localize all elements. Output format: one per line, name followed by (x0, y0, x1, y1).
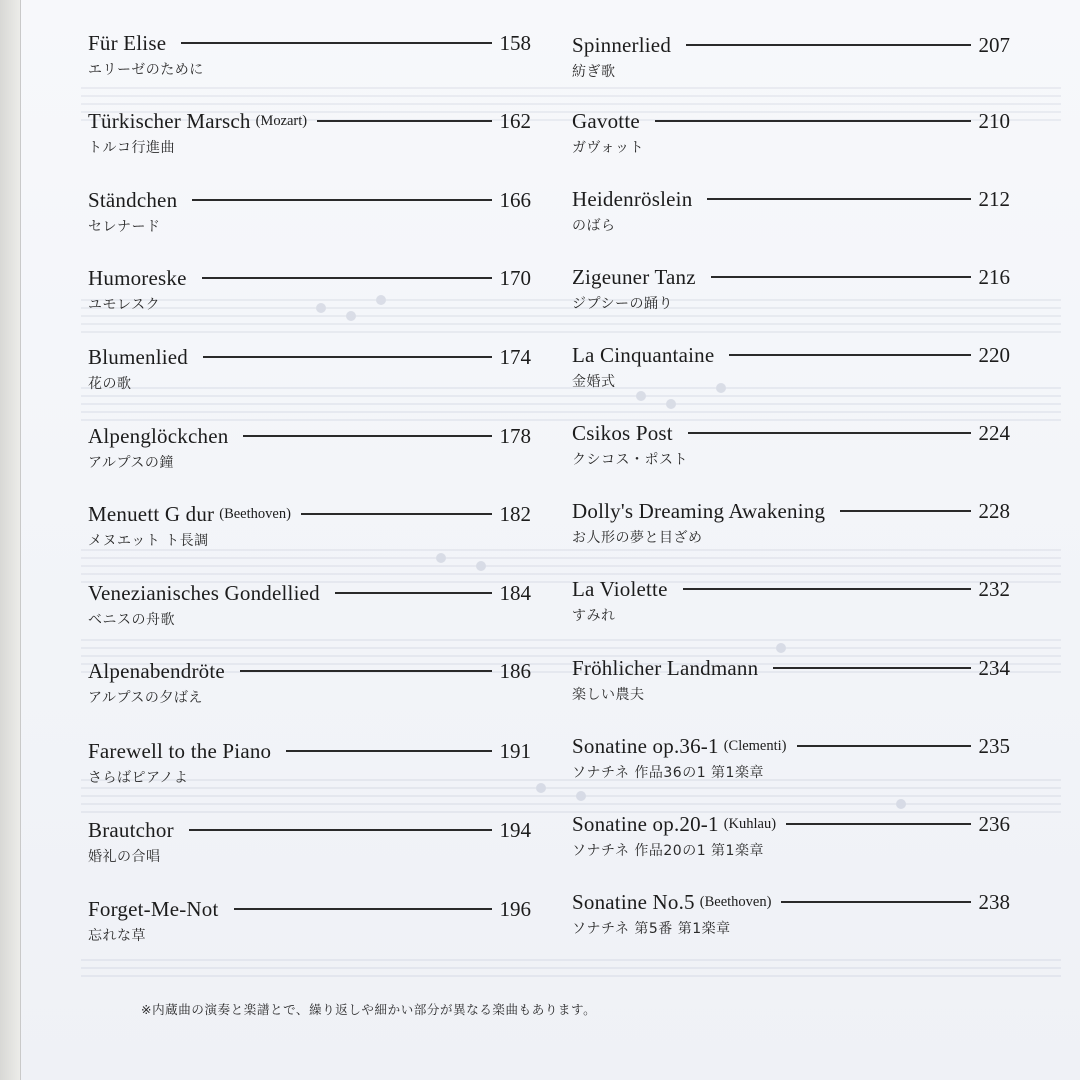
song-title: Venezianisches Gondellied (88, 580, 320, 605)
page-number: 210 (978, 108, 1010, 133)
leader-line (729, 354, 970, 356)
leader-line (797, 745, 971, 747)
song-title: Forget-Me-Not (88, 896, 219, 921)
leader-line (688, 432, 971, 434)
song-title: Spinnerlied (572, 32, 672, 57)
toc-entry (88, 815, 531, 875)
japanese-title: すみれ (572, 608, 616, 624)
leader-line (781, 901, 970, 903)
toc-entry (88, 421, 531, 481)
leader-line (317, 120, 491, 122)
toc-entry (572, 496, 1010, 556)
page-number: 182 (499, 501, 531, 526)
song-title: Blumenlied (88, 344, 188, 369)
song-title: Alpenabendröte (88, 658, 225, 683)
contents-page (20, 0, 1080, 1080)
leader-line (203, 356, 492, 358)
page-number: 194 (499, 817, 531, 842)
leader-line (683, 588, 971, 590)
song-title: Gavotte (572, 108, 640, 133)
composer: (Clementi) (723, 737, 787, 754)
song-title: Heidenröslein (572, 186, 693, 211)
leader-line (686, 44, 970, 46)
composer: (Mozart) (255, 112, 308, 129)
page-number: 232 (978, 576, 1010, 601)
toc-entry (572, 887, 1010, 947)
toc-entry (88, 106, 531, 166)
leader-line (335, 592, 492, 594)
toc-entry (88, 263, 531, 323)
toc-entry (88, 185, 531, 245)
page-number: 191 (499, 738, 531, 763)
song-title: Fröhlicher Landmann (572, 655, 759, 680)
page-number: 178 (499, 423, 531, 448)
japanese-title: 忘れな草 (88, 928, 146, 944)
song-title: La Violette (572, 576, 668, 601)
song-title: Türkischer Marsch (88, 108, 251, 133)
song-title: Sonatine No.5 (572, 889, 695, 914)
japanese-title: 金婚式 (572, 374, 616, 390)
page-number: 166 (499, 187, 531, 212)
japanese-title: 紡ぎ歌 (572, 64, 616, 80)
japanese-title: エリーゼのために (88, 62, 204, 78)
song-title: Humoreske (88, 265, 187, 290)
song-title: Sonatine op.20-1 (572, 811, 719, 836)
leader-line (240, 670, 492, 672)
toc-entry (572, 106, 1010, 166)
leader-line (301, 513, 492, 515)
song-title: Sonatine op.36-1 (572, 733, 719, 758)
page-number: 174 (499, 344, 531, 369)
toc-entry (88, 578, 531, 638)
toc-entry (572, 418, 1010, 478)
japanese-title: ソナチネ 作品36の1 第1楽章 (572, 765, 764, 781)
japanese-title: 楽しい農夫 (572, 687, 645, 703)
song-title: Für Elise (88, 30, 167, 55)
japanese-title: 婚礼の合唱 (88, 849, 161, 865)
toc-entry (572, 731, 1010, 791)
toc-entry (572, 30, 1010, 90)
toc-entry (572, 184, 1010, 244)
song-title: Zigeuner Tanz (572, 264, 696, 289)
japanese-title: トルコ行進曲 (88, 140, 175, 156)
toc-entry (572, 653, 1010, 713)
page-number: 238 (978, 889, 1010, 914)
toc-entry (88, 28, 531, 88)
leader-line (181, 42, 491, 44)
song-title: Menuett G dur (88, 501, 215, 526)
leader-line (202, 277, 492, 279)
japanese-title: お人形の夢と目ざめ (572, 530, 703, 546)
song-title: Brautchor (88, 817, 174, 842)
leader-line (711, 276, 971, 278)
song-title: Farewell to the Piano (88, 738, 272, 763)
page-number: 196 (499, 896, 531, 921)
footnote: ※内蔵曲の演奏と楽譜とで、繰り返しや細かい部分が異なる楽曲もあります。 (141, 1002, 597, 1017)
toc-entry (88, 656, 531, 716)
toc-entry (88, 736, 531, 796)
page-number: 170 (499, 265, 531, 290)
song-title: Csikos Post (572, 420, 673, 445)
page-number: 220 (978, 342, 1010, 367)
leader-line (189, 829, 492, 831)
toc-entry (572, 809, 1010, 869)
toc-entry (572, 262, 1010, 322)
page-edge (0, 0, 20, 1080)
leader-line (234, 908, 492, 910)
song-title: La Cinquantaine (572, 342, 715, 367)
japanese-title: セレナード (88, 219, 161, 235)
japanese-title: のばら (572, 218, 616, 234)
toc-entry (572, 574, 1010, 634)
japanese-title: クシコス・ポスト (572, 452, 688, 468)
japanese-title: ユモレスク (88, 297, 161, 313)
page-number: 228 (978, 498, 1010, 523)
japanese-title: さらばピアノよ (88, 770, 189, 786)
leader-line (786, 823, 970, 825)
page-number: 235 (978, 733, 1010, 758)
japanese-title: ソナチネ 作品20の1 第1楽章 (572, 843, 764, 859)
song-title: Ständchen (88, 187, 178, 212)
leader-line (773, 667, 970, 669)
leader-line (707, 198, 970, 200)
toc-entry (88, 342, 531, 402)
page-number: 212 (978, 186, 1010, 211)
leader-line (655, 120, 971, 122)
song-title: Dolly's Dreaming Awakening (572, 498, 826, 523)
page-number: 184 (499, 580, 531, 605)
page-number: 236 (978, 811, 1010, 836)
page-number: 224 (978, 420, 1010, 445)
japanese-title: 花の歌 (88, 376, 132, 392)
composer: (Kuhlau) (723, 815, 777, 832)
page-number: 162 (499, 108, 531, 133)
japanese-title: メヌエット ト長調 (88, 533, 209, 549)
page-number: 207 (978, 32, 1010, 57)
japanese-title: ジプシーの踊り (572, 296, 673, 312)
page-number: 216 (978, 264, 1010, 289)
japanese-title: ソナチネ 第5番 第1楽章 (572, 921, 731, 937)
toc-entry (88, 894, 531, 954)
page-number: 234 (978, 655, 1010, 680)
japanese-title: ベニスの舟歌 (88, 612, 175, 628)
leader-line (192, 199, 491, 201)
leader-line (840, 510, 970, 512)
toc-entry (88, 499, 531, 559)
japanese-title: ガヴォット (572, 140, 644, 156)
page-number: 186 (499, 658, 531, 683)
leader-line (286, 750, 491, 752)
toc-entry (572, 340, 1010, 400)
song-title: Alpenglöckchen (88, 423, 229, 448)
leader-line (243, 435, 491, 437)
page-number: 158 (499, 30, 531, 55)
composer: (Beethoven) (699, 893, 772, 910)
japanese-title: アルプスの夕ばえ (88, 690, 203, 706)
composer: (Beethoven) (219, 505, 291, 522)
japanese-title: アルプスの鐘 (88, 455, 174, 471)
